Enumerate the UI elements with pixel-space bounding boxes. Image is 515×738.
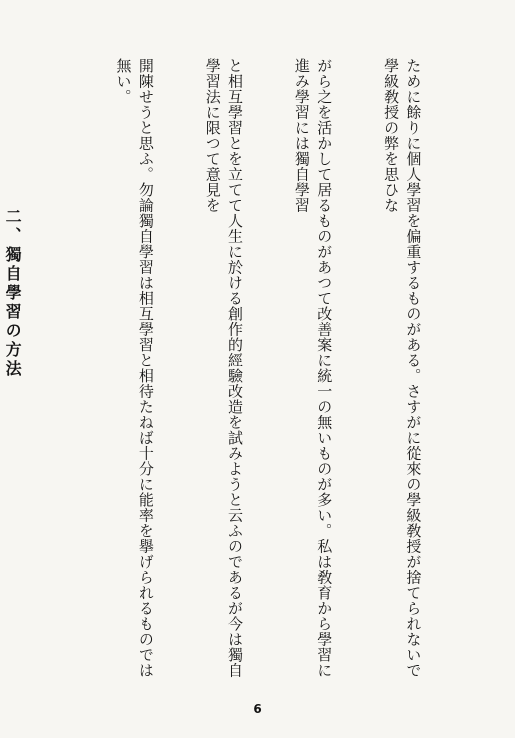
- text-column: と相互學習とを立てて人生に於ける創作的經驗改造を試みようと云ふのであるが今は獨自學習法に限つて意見を: [203, 58, 245, 678]
- text-column: 開陳せうと思ふ。勿論獨自學習は相互學習と相待たねば十分に能率を擧げられるものでは無い。: [114, 58, 155, 678]
- text-column: がら之を活かして居るものがあつて改善案に統一の無いものが多い。私は敎育から學習に進み學習には獨自學習: [292, 58, 334, 678]
- page-number: 6: [253, 702, 262, 716]
- vertical-text-body: [0, 58, 469, 686]
- section-heading: 二、獨自學習の方法: [3, 208, 23, 379]
- text-column: ために餘りに個人學習を偏重するものがある。さすがに從來の學級敎授が捨てられないで學級敎授の弊を思ひな: [382, 58, 423, 678]
